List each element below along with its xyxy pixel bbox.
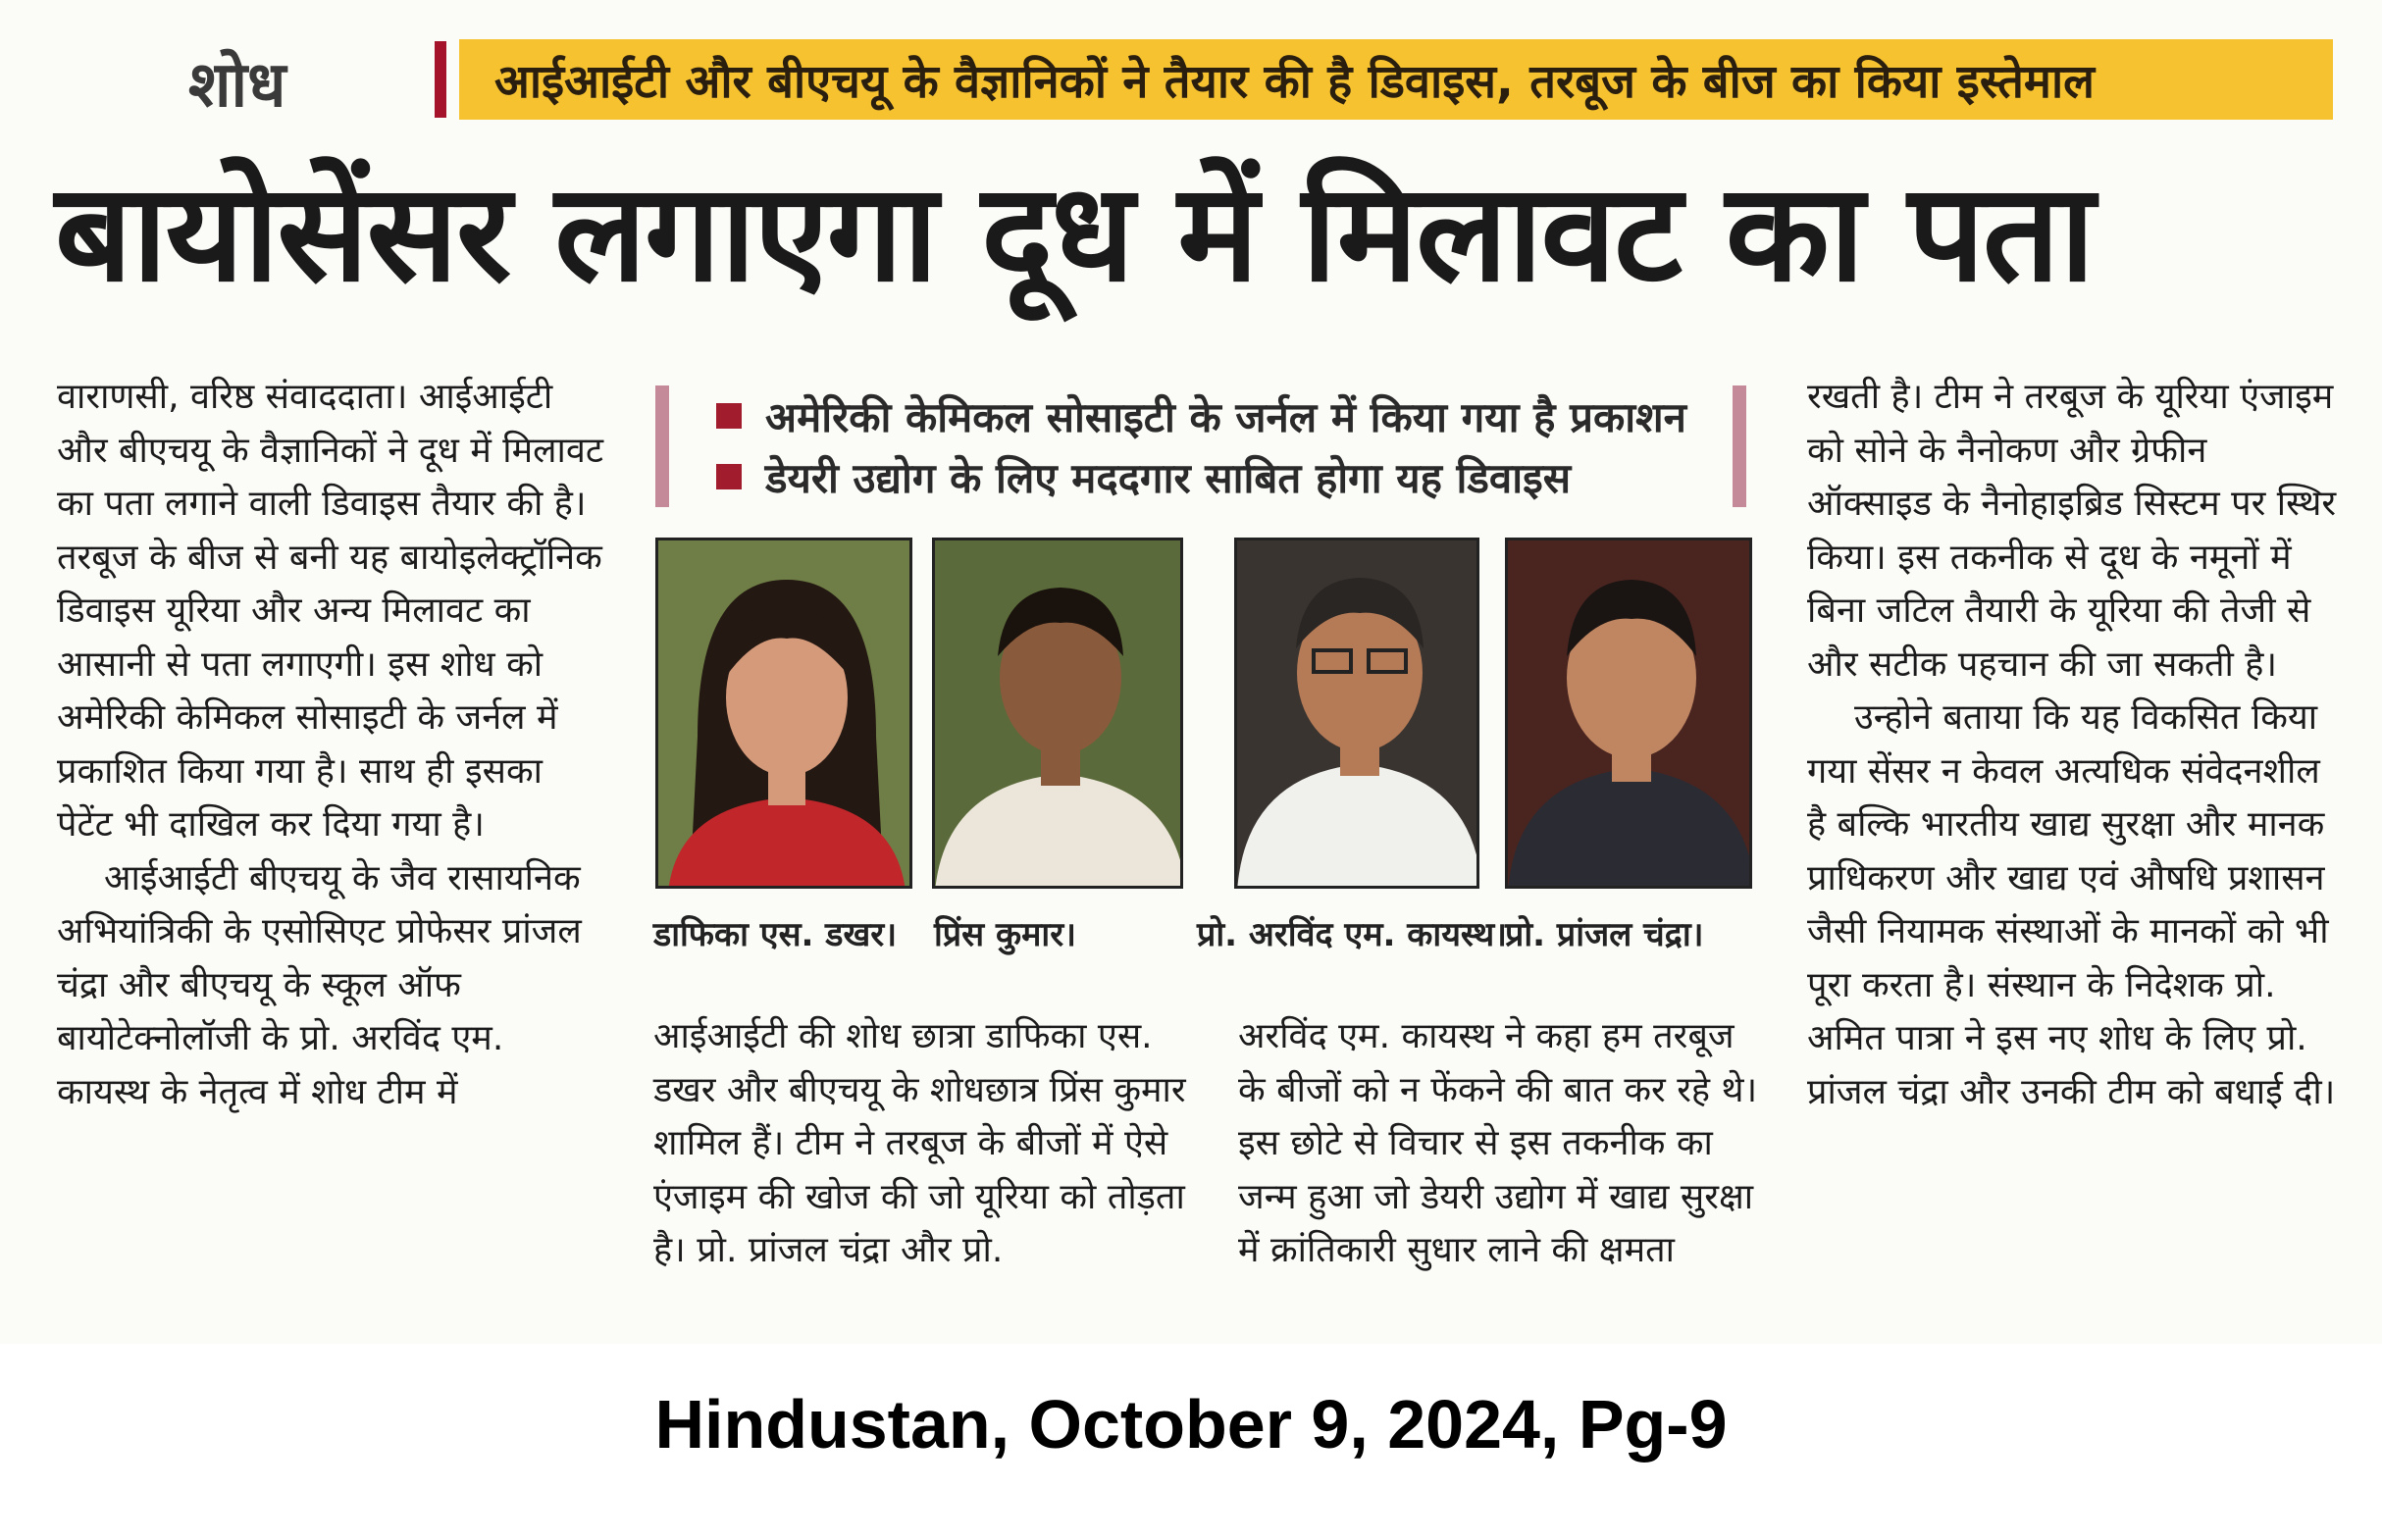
bullet-square-icon (716, 464, 742, 489)
right-paragraph-2: उन्होने बताया कि यह विकसित किया गया सेंसर न केवल अत्यधिक संवेदनशील है बल्कि भारतीय खाद्य सुरक्षा और मानक प्राधिकरण और खाद्य एवं औषधि प्रशासन जैसी नियामक संस्थाओं के मानकों को भी पूरा करता है। संस्थान के निदेशक प्रो. अमित पात्रा ने इस नए शोध के लिए प्रो. प्रांजल चंद्रा और उनकी टीम को बधाई दी। (1807, 697, 2336, 1112)
right-column (1807, 371, 2337, 1119)
headline: बायोसेंसर लगाएगा दूध में मिलावट का पता (55, 154, 2094, 312)
middle-paragraph-1: आईआईटी की शोध छात्रा डाफिका एस. डखर और बीएचयू के शोधछात्र प्रिंस कुमार शामिल हैं। टीम ने तरबूज के बीजों में ऐसे एंजाइम की खोज की जो यूरिया को तोड़ता है। प्रो. प्रांजल चंद्रा और प्रो. (653, 1016, 1186, 1270)
photo-researcher-2 (932, 538, 1183, 889)
portrait-illustration (1237, 540, 1479, 889)
highlight-item (716, 385, 1733, 446)
highlight-text: अमेरिकी केमिकल सोसाइटी के जर्नल में किया गया है प्रकाशन (765, 392, 1686, 441)
middle-column-2 (1238, 1010, 1768, 1278)
photo-caption-4: प्रो. प्रांजल चंद्रा। (1505, 915, 1704, 954)
photo-researcher-4 (1505, 538, 1752, 889)
subheadline-text: आईआईटी और बीएचयू के वैज्ञानिकों ने तैयार की है डिवाइस, तरबूज के बीज का किया इस्तेमाल (494, 55, 2096, 109)
left-column (57, 371, 606, 1119)
middle-column-1 (653, 1010, 1213, 1278)
portrait-illustration (935, 540, 1183, 889)
section-kicker: शोध (188, 49, 286, 122)
subheadline-banner (459, 39, 2333, 120)
photo-researcher-1 (655, 538, 912, 889)
photo-researcher-3 (1234, 538, 1479, 889)
right-paragraph-1: रखती है। टीम ने तरबूज के यूरिया एंजाइम को सोने के नैनोकण और ग्रेफीन ऑक्साइड के नैनोहाइब्रिड सिस्टम पर स्थिर किया। इस तकनीक से दूध के नमूनों में बिना जटिल तैयारी के यूरिया की तेजी से और सटीक पहचान की जा सकती है। (1807, 377, 2337, 685)
left-paragraph-2: आईआईटी बीएचयू के जैव रासायनिक अभियांत्रिकी के एसोसिएट प्रोफेसर प्रांजल चंद्रा और बीएचयू के स्कूल ऑफ बायोटेक्नोलॉजी के प्रो. अरविंद एम. कायस्थ के नेतृत्व में शोध टीम में (57, 857, 582, 1112)
photo-caption-3: प्रो. अरविंद एम. कायस्थ। (1197, 915, 1508, 954)
middle-paragraph-2: अरविंद एम. कायस्थ ने कहा हम तरबूज के बीजों को न फेंकने की बात कर रहे थे। इस छोटे से विचार से इस तकनीक का जन्म हुआ जो डेयरी उद्योग में खाद्य सुरक्षा में क्रांतिकारी सुधार लाने की क्षमता (1238, 1016, 1758, 1270)
bullet-square-icon (716, 403, 742, 429)
portrait-illustration (658, 540, 912, 889)
highlight-item (716, 446, 1733, 507)
source-citation: Hindustan, October 9, 2024, Pg-9 (654, 1386, 1728, 1463)
photo-caption-1: डाफिका एस. डखर। (653, 915, 898, 954)
left-paragraph-1: वाराणसी, वरिष्ठ संवाददाता। आईआईटी और बीएचयू के वैज्ञानिकों ने दूध में मिलावट का पता लगाने वाली डिवाइस तैयार की है। तरबूज के बीज से बनी यह बायोइलेक्ट्रॉनिक डिवाइस यूरिया और अन्य मिलावट का आसानी से पता लगाएगी। इस शोध को अमेरिकी केमिकल सोसाइटी के जर्नल में प्रकाशित किया गया है। साथ ही इसका पेटेंट भी दाखिल कर दिया गया है। (57, 377, 604, 845)
photo-caption-2: प्रिंस कुमार। (934, 915, 1077, 954)
kicker-divider (435, 41, 446, 118)
highlight-text: डेयरी उद्योग के लिए मददगार साबित होगा यह डिवाइस (765, 453, 1572, 502)
highlights-box (655, 385, 1746, 507)
portrait-illustration (1508, 540, 1752, 889)
